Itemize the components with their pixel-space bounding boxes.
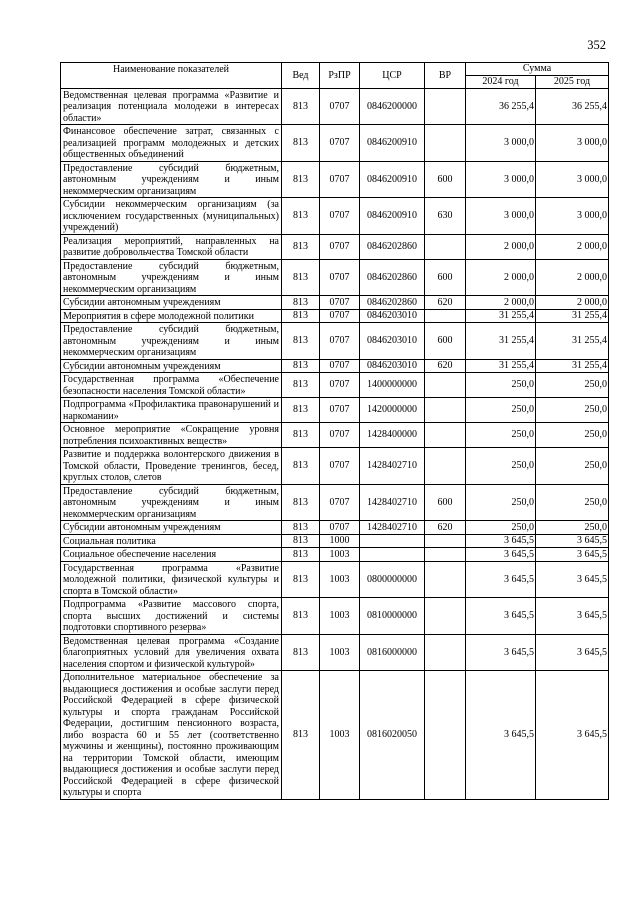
row-sum-2025-cell: 3 645,5 — [536, 598, 609, 635]
row-sum-2025-cell: 3 645,5 — [536, 634, 609, 671]
header-year-2025: 2025 год — [536, 75, 609, 88]
row-vr-cell — [425, 373, 466, 398]
row-name-cell: Государственная программа «Развитие молодежной политики, физической культуры и спорта в Томской области» — [61, 561, 282, 598]
row-rzpr-cell: 1003 — [320, 634, 360, 671]
table-row — [61, 484, 609, 521]
row-csr-cell: 1428402710 — [360, 521, 425, 535]
row-csr-cell: 0846200910 — [360, 161, 425, 198]
table-row — [61, 561, 609, 598]
row-sum-2025-cell: 250,0 — [536, 423, 609, 448]
row-sum-2024-cell: 3 645,5 — [466, 634, 536, 671]
row-rzpr-cell: 1003 — [320, 561, 360, 598]
row-sum-2024-cell: 36 255,4 — [466, 88, 536, 125]
row-name-cell: Субсидии автономным учреждениям — [61, 521, 282, 535]
table-row — [61, 323, 609, 360]
row-ved-cell: 813 — [282, 198, 320, 235]
row-name-cell: Социальное обеспечение населения — [61, 548, 282, 562]
table-row — [61, 423, 609, 448]
row-vr-cell — [425, 671, 466, 800]
row-name-cell: Мероприятия в сфере молодежной политики — [61, 309, 282, 323]
row-rzpr-cell: 1003 — [320, 548, 360, 562]
row-rzpr-cell: 0707 — [320, 398, 360, 423]
row-name-cell: Ведомственная целевая программа «Развитие и реализация потенциала молодежи в интересах области» — [61, 88, 282, 125]
row-vr-cell: 620 — [425, 359, 466, 373]
row-rzpr-cell: 0707 — [320, 484, 360, 521]
row-ved-cell: 813 — [282, 521, 320, 535]
row-sum-2024-cell: 31 255,4 — [466, 323, 536, 360]
table-row — [61, 521, 609, 535]
row-csr-cell: 1428402710 — [360, 448, 425, 485]
row-sum-2024-cell: 3 000,0 — [466, 125, 536, 162]
row-sum-2025-cell: 2 000,0 — [536, 296, 609, 310]
row-sum-2024-cell: 250,0 — [466, 448, 536, 485]
row-sum-2025-cell: 31 255,4 — [536, 359, 609, 373]
row-vr-cell: 600 — [425, 323, 466, 360]
row-sum-2025-cell: 3 645,5 — [536, 671, 609, 800]
row-rzpr-cell: 0707 — [320, 323, 360, 360]
row-ved-cell: 813 — [282, 259, 320, 296]
row-sum-2025-cell: 31 255,4 — [536, 323, 609, 360]
row-name-cell: Развитие и поддержка волонтерского движения в Томской области, Проведение тренингов, бесед, круглых столов, слетов — [61, 448, 282, 485]
row-rzpr-cell: 0707 — [320, 521, 360, 535]
header-csr: ЦСР — [360, 63, 425, 89]
row-sum-2025-cell: 250,0 — [536, 521, 609, 535]
table-row — [61, 234, 609, 259]
row-vr-cell: 620 — [425, 296, 466, 310]
row-sum-2025-cell: 3 645,5 — [536, 534, 609, 548]
row-ved-cell: 813 — [282, 548, 320, 562]
row-rzpr-cell: 0707 — [320, 88, 360, 125]
row-sum-2025-cell: 250,0 — [536, 448, 609, 485]
row-rzpr-cell: 0707 — [320, 309, 360, 323]
row-sum-2024-cell: 3 645,5 — [466, 548, 536, 562]
row-ved-cell: 813 — [282, 534, 320, 548]
row-vr-cell: 600 — [425, 484, 466, 521]
table-row — [61, 125, 609, 162]
header-name: Наименование показателей — [61, 63, 282, 89]
row-vr-cell: 630 — [425, 198, 466, 235]
row-csr-cell: 0846200910 — [360, 198, 425, 235]
row-ved-cell: 813 — [282, 296, 320, 310]
row-rzpr-cell: 0707 — [320, 198, 360, 235]
row-ved-cell: 813 — [282, 634, 320, 671]
row-csr-cell: 0816020050 — [360, 671, 425, 800]
row-ved-cell: 813 — [282, 448, 320, 485]
row-ved-cell: 813 — [282, 161, 320, 198]
row-name-cell: Дополнительное материальное обеспечение за выдающиеся достижения и особые заслуги перед Российской Федерацией в сфере физической культуры и спорта гражданам Российской Федерации, достигшим пенсионного возраста, либо возраста 60 и 55 лет (соответственно мужчины и женщины), постоянно проживающим на территории Томской области, имеющим выдающиеся достижения и особые заслуги перед Российской Федерацией в сфере физической культуры и спорта — [61, 671, 282, 800]
row-csr-cell: 0846203010 — [360, 323, 425, 360]
row-vr-cell — [425, 634, 466, 671]
row-ved-cell: 813 — [282, 484, 320, 521]
row-name-cell: Финансовое обеспечение затрат, связанных с реализацией программ молодежных и детских общественных объединений — [61, 125, 282, 162]
row-sum-2024-cell: 2 000,0 — [466, 234, 536, 259]
row-ved-cell: 813 — [282, 598, 320, 635]
row-vr-cell — [425, 423, 466, 448]
row-sum-2025-cell: 3 645,5 — [536, 561, 609, 598]
row-name-cell: Предоставление субсидий бюджетным, автономным учреждениям и иным некоммерческим организациям — [61, 259, 282, 296]
row-sum-2024-cell: 250,0 — [466, 373, 536, 398]
table-row — [61, 296, 609, 310]
row-ved-cell: 813 — [282, 359, 320, 373]
row-rzpr-cell: 1003 — [320, 598, 360, 635]
row-sum-2024-cell: 3 000,0 — [466, 161, 536, 198]
row-sum-2024-cell: 3 645,5 — [466, 561, 536, 598]
row-rzpr-cell: 1000 — [320, 534, 360, 548]
table-row — [61, 359, 609, 373]
table-row — [61, 534, 609, 548]
row-rzpr-cell: 0707 — [320, 125, 360, 162]
header-sum: Сумма — [466, 63, 609, 76]
row-sum-2025-cell: 31 255,4 — [536, 309, 609, 323]
row-vr-cell: 620 — [425, 521, 466, 535]
row-name-cell: Субсидии автономным учреждениям — [61, 359, 282, 373]
row-name-cell: Ведомственная целевая программа «Создание благоприятных условий для увеличения охвата населения спортом и физической культурой» — [61, 634, 282, 671]
budget-table — [60, 62, 609, 800]
header-year-2024: 2024 год — [466, 75, 536, 88]
row-rzpr-cell: 0707 — [320, 448, 360, 485]
header-rzpr: РзПР — [320, 63, 360, 89]
row-csr-cell: 1428400000 — [360, 423, 425, 448]
row-name-cell: Субсидии автономным учреждениям — [61, 296, 282, 310]
row-sum-2025-cell: 2 000,0 — [536, 234, 609, 259]
row-sum-2025-cell: 250,0 — [536, 373, 609, 398]
row-sum-2024-cell: 3 645,5 — [466, 598, 536, 635]
header-vr: ВР — [425, 63, 466, 89]
row-sum-2025-cell: 3 000,0 — [536, 125, 609, 162]
row-vr-cell — [425, 448, 466, 485]
page-number: 352 — [587, 38, 606, 52]
row-sum-2024-cell: 250,0 — [466, 521, 536, 535]
row-vr-cell: 600 — [425, 161, 466, 198]
row-csr-cell: 0846202860 — [360, 259, 425, 296]
row-vr-cell: 600 — [425, 259, 466, 296]
row-sum-2024-cell: 3 645,5 — [466, 671, 536, 800]
row-name-cell: Предоставление субсидий бюджетным, автономным учреждениям и иным некоммерческим организациям — [61, 484, 282, 521]
row-name-cell: Предоставление субсидий бюджетным, автономным учреждениям и иным некоммерческим организациям — [61, 323, 282, 360]
row-sum-2025-cell: 250,0 — [536, 398, 609, 423]
row-name-cell: Предоставление субсидий бюджетным, автономным учреждениям и иным некоммерческим организациям — [61, 161, 282, 198]
row-name-cell: Субсидии некоммерческим организациям (за исключением государственных (муниципальных) учреждений) — [61, 198, 282, 235]
row-vr-cell — [425, 598, 466, 635]
row-vr-cell — [425, 309, 466, 323]
table-row — [61, 198, 609, 235]
row-sum-2024-cell: 31 255,4 — [466, 309, 536, 323]
row-csr-cell: 0846202860 — [360, 234, 425, 259]
row-sum-2025-cell: 3 645,5 — [536, 548, 609, 562]
row-csr-cell: 0846203010 — [360, 359, 425, 373]
row-name-cell: Социальная политика — [61, 534, 282, 548]
row-csr-cell: 0816000000 — [360, 634, 425, 671]
row-vr-cell — [425, 534, 466, 548]
table-row — [61, 309, 609, 323]
row-vr-cell — [425, 398, 466, 423]
table-row — [61, 448, 609, 485]
row-sum-2025-cell: 2 000,0 — [536, 259, 609, 296]
table-row — [61, 634, 609, 671]
row-ved-cell: 813 — [282, 309, 320, 323]
row-sum-2024-cell: 2 000,0 — [466, 259, 536, 296]
row-ved-cell: 813 — [282, 373, 320, 398]
row-rzpr-cell: 0707 — [320, 161, 360, 198]
table-row — [61, 161, 609, 198]
table-row — [61, 259, 609, 296]
row-ved-cell: 813 — [282, 125, 320, 162]
row-csr-cell: 0800000000 — [360, 561, 425, 598]
table-row — [61, 373, 609, 398]
row-csr-cell: 1420000000 — [360, 398, 425, 423]
row-name-cell: Государственная программа «Обеспечение безопасности населения Томской области» — [61, 373, 282, 398]
row-rzpr-cell: 0707 — [320, 296, 360, 310]
row-rzpr-cell: 0707 — [320, 234, 360, 259]
row-ved-cell: 813 — [282, 88, 320, 125]
row-sum-2024-cell: 250,0 — [466, 398, 536, 423]
table-row — [61, 88, 609, 125]
row-csr-cell: 0810000000 — [360, 598, 425, 635]
row-sum-2025-cell: 250,0 — [536, 484, 609, 521]
row-name-cell: Подпрограмма «Развитие массового спорта, спорта высших достижений и системы подготовки спортивного резерва» — [61, 598, 282, 635]
row-csr-cell: 0846202860 — [360, 296, 425, 310]
row-sum-2024-cell: 3 000,0 — [466, 198, 536, 235]
row-vr-cell — [425, 234, 466, 259]
row-rzpr-cell: 0707 — [320, 423, 360, 448]
row-vr-cell — [425, 548, 466, 562]
row-sum-2024-cell: 31 255,4 — [466, 359, 536, 373]
row-sum-2024-cell: 3 645,5 — [466, 534, 536, 548]
row-sum-2024-cell: 250,0 — [466, 484, 536, 521]
row-sum-2024-cell: 2 000,0 — [466, 296, 536, 310]
header-ved: Вед — [282, 63, 320, 89]
row-csr-cell: 0846200910 — [360, 125, 425, 162]
table-row — [61, 671, 609, 800]
row-ved-cell: 813 — [282, 423, 320, 448]
row-sum-2025-cell: 3 000,0 — [536, 161, 609, 198]
row-name-cell: Основное мероприятие «Сокращение уровня потребления психоактивных веществ» — [61, 423, 282, 448]
row-ved-cell: 813 — [282, 671, 320, 800]
row-sum-2025-cell: 3 000,0 — [536, 198, 609, 235]
row-ved-cell: 813 — [282, 398, 320, 423]
row-name-cell: Реализация мероприятий, направленных на развитие добровольчества Томской области — [61, 234, 282, 259]
row-sum-2025-cell: 36 255,4 — [536, 88, 609, 125]
row-vr-cell — [425, 561, 466, 598]
row-rzpr-cell: 0707 — [320, 373, 360, 398]
row-name-cell: Подпрограмма «Профилактика правонарушений и наркомании» — [61, 398, 282, 423]
row-ved-cell: 813 — [282, 561, 320, 598]
row-rzpr-cell: 1003 — [320, 671, 360, 800]
row-rzpr-cell: 0707 — [320, 359, 360, 373]
row-sum-2024-cell: 250,0 — [466, 423, 536, 448]
row-rzpr-cell: 0707 — [320, 259, 360, 296]
table-row — [61, 598, 609, 635]
row-ved-cell: 813 — [282, 234, 320, 259]
row-ved-cell: 813 — [282, 323, 320, 360]
row-csr-cell: 1428402710 — [360, 484, 425, 521]
row-csr-cell — [360, 534, 425, 548]
table-row — [61, 548, 609, 562]
row-csr-cell: 0846203010 — [360, 309, 425, 323]
table-row — [61, 398, 609, 423]
row-csr-cell: 1400000000 — [360, 373, 425, 398]
row-csr-cell: 0846200000 — [360, 88, 425, 125]
row-csr-cell — [360, 548, 425, 562]
row-vr-cell — [425, 88, 466, 125]
row-vr-cell — [425, 125, 466, 162]
